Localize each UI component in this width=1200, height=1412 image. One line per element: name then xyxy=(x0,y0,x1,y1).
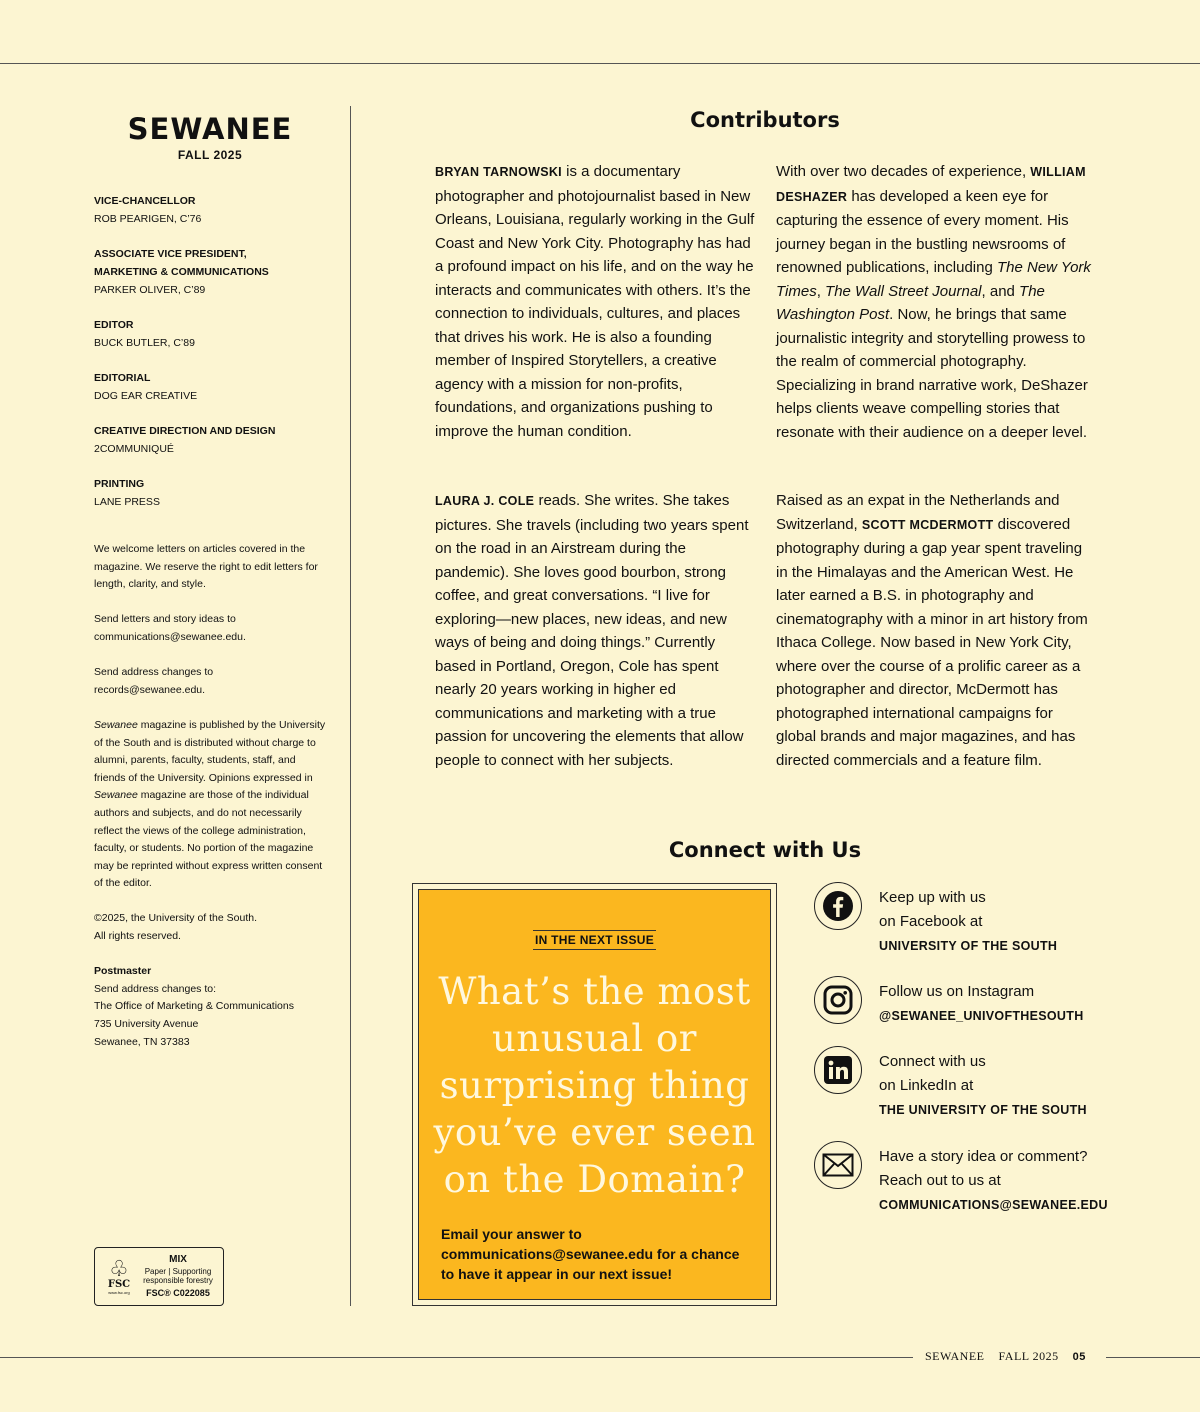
linkedin-icon[interactable] xyxy=(814,1046,862,1094)
credit-editor xyxy=(94,316,334,352)
credit-associate-vp xyxy=(94,245,334,299)
credit-name: ROB PEARIGEN, C’76 xyxy=(94,213,202,225)
next-issue-cta: Email your answer to communications@sewanee.edu for a chance to have it appear in our next issue! xyxy=(441,1226,740,1282)
bio-william-deshazer xyxy=(776,160,1096,444)
social-line: Keep up with us xyxy=(879,889,986,906)
bio-bryan-tarnowski xyxy=(435,160,755,443)
credit-role: PRINTING xyxy=(94,478,145,490)
address-line: 735 University Avenue xyxy=(94,1018,199,1031)
fsc-badge xyxy=(94,1247,224,1306)
fsc-line: Paper | Supporting xyxy=(144,1267,212,1276)
credit-name: DOG EAR CREATIVE xyxy=(94,390,198,402)
publication-title: The New York Times xyxy=(776,259,1091,300)
instagram-icon[interactable] xyxy=(814,976,862,1024)
column-divider xyxy=(350,106,351,1306)
next-issue-panel xyxy=(418,889,771,1300)
social-line: Connect with us xyxy=(879,1053,986,1070)
social-email xyxy=(814,1141,1108,1217)
credit-printing xyxy=(94,475,334,511)
fsc-mix: MIX xyxy=(169,1254,187,1265)
contributor-name: LAURA J. COLE xyxy=(435,494,535,508)
credit-editorial xyxy=(94,369,334,405)
facebook-icon[interactable] xyxy=(814,882,862,930)
next-issue-box xyxy=(412,883,777,1306)
address-line: The Office of Marketing & Communications xyxy=(94,1000,294,1013)
social-facebook xyxy=(814,882,1057,958)
next-issue-label xyxy=(419,930,770,950)
publication-title: The Wall Street Journal xyxy=(825,282,982,300)
postmaster-address xyxy=(94,981,326,1051)
social-line: on LinkedIn at xyxy=(879,1077,974,1094)
publication-text: magazine is published by the University of the South and is distributed without charge to alumni, parents, faculty, students, staff, and friends of the University. Opinions expressed in xyxy=(94,718,326,784)
bio-text: , and xyxy=(981,282,1020,300)
address-line: Sewanee, TN 37383 xyxy=(94,1035,190,1048)
fsc-text xyxy=(138,1255,218,1298)
credit-name: PARKER OLIVER, C’89 xyxy=(94,284,206,296)
publication-name: Sewanee xyxy=(94,789,138,802)
credit-role: CREATIVE DIRECTION AND DESIGN xyxy=(94,425,276,437)
facebook-text xyxy=(879,886,1057,958)
facebook-handle[interactable]: UNIVERSITY OF THE SOUTH xyxy=(879,939,1058,953)
credit-role: EDITOR xyxy=(94,319,134,331)
email-text xyxy=(879,1145,1108,1217)
email-handle[interactable]: COMMUNICATIONS@SEWANEE.EDU xyxy=(879,1198,1108,1212)
postmaster-title: Postmaster xyxy=(94,965,152,978)
masthead-title: SEWANEE xyxy=(127,112,293,146)
bio-text: Raised as an expat in the Netherlands and Switzerland, xyxy=(776,492,1060,533)
social-line: Follow us on Instagram xyxy=(879,983,1035,1000)
credit-name: 2COMMUNIQUÉ xyxy=(94,443,174,455)
top-rule xyxy=(0,63,1200,64)
publication-title: The Washington Post xyxy=(776,282,1045,323)
linkedin-text xyxy=(879,1050,1087,1122)
credit-name: LANE PRESS xyxy=(94,496,160,508)
masthead-notes xyxy=(94,541,326,1051)
footer-rule xyxy=(0,1357,913,1358)
mail-icon[interactable] xyxy=(814,1141,862,1189)
publication-name: Sewanee xyxy=(94,718,138,731)
credit-name: BUCK BUTLER, C’89 xyxy=(94,337,195,349)
folio xyxy=(925,1349,1086,1364)
social-linkedin xyxy=(814,1046,1087,1122)
fsc-line: responsible forestry xyxy=(143,1276,213,1285)
bio-text: has developed a keen eye for capturing the essence of every moment. His journey began in the bustling newsrooms of renowned publications, including xyxy=(776,187,1069,276)
footer-rule xyxy=(1106,1357,1200,1358)
fsc-logo-text: FSC xyxy=(107,1279,131,1290)
contributor-name: SCOTT MCDERMOTT xyxy=(861,517,994,532)
social-instagram xyxy=(814,976,1084,1028)
send-letters-note: Send letters and story ideas to communications@sewanee.edu. xyxy=(94,613,246,643)
credit-creative-direction xyxy=(94,422,334,458)
address-changes-note: Send address changes to records@sewanee.edu. xyxy=(94,666,214,696)
copyright-note xyxy=(94,910,326,945)
linkedin-handle[interactable]: THE UNIVERSITY OF THE SOUTH xyxy=(879,1103,1087,1117)
copyright-line: All rights reserved. xyxy=(94,930,181,943)
next-issue-question: What’s the most unusual or surprising thing you’ve ever seen on the Domain? xyxy=(433,970,756,1201)
next-issue-label-text: IN THE NEXT ISSUE xyxy=(533,930,656,950)
bio-text: is a documentary photographer and photojournalist based in New Orleans, Louisiana, regularly working in the Gulf Coast and New York City. Photography has had a profound impact on his life, and on the way he interacts and communicates with others. It’s the connection to individuals, cultures, and places that drives his work. He is also a founding member of Inspired Storytellers, a creative agency with a mission for non-profits, foundations, and organizations pushing to improve the human condition. xyxy=(435,163,755,440)
social-line: Have a story idea or comment? xyxy=(879,1148,1088,1165)
fsc-url: www.fsc.org xyxy=(108,1290,130,1295)
credit-role: EDITORIAL xyxy=(94,372,151,384)
instagram-text xyxy=(879,980,1084,1028)
fsc-tree-icon: ♧ FSC www.fsc.org xyxy=(107,1256,131,1295)
folio-issue: FALL 2025 xyxy=(998,1349,1059,1363)
bio-laura-cole xyxy=(435,489,755,772)
bio-text: , xyxy=(816,282,826,300)
social-line: on Facebook at xyxy=(879,913,983,930)
address-line: Send address changes to: xyxy=(94,982,217,995)
folio-magazine: SEWANEE xyxy=(925,1349,985,1363)
bio-text: discovered photography during a gap year spent traveling in the Himalayas and the American West. He later earned a B.S. in photography and cinematography with a minor in art history from Ithaca College. Now based in New York City, where over the course of a prolific career as a photographer and director, McDermott has photographed international campaigns for global brands and major magazines, and has directed commercials and a feature film. xyxy=(776,515,1088,769)
publication-note xyxy=(94,717,326,893)
fsc-code: FSC® C022085 xyxy=(146,1288,210,1298)
contributor-name: WILLIAM DESHAZER xyxy=(776,165,1086,204)
bio-scott-mcdermott xyxy=(776,489,1096,772)
social-line: Reach out to us at xyxy=(879,1172,1001,1189)
instagram-handle[interactable]: @SEWANEE_UNIVOFTHESOUTH xyxy=(879,1009,1084,1023)
page-number: 05 xyxy=(1072,1350,1086,1363)
credit-role: VICE-CHANCELLOR xyxy=(94,195,196,207)
masthead xyxy=(94,110,334,1069)
letters-note: We welcome letters on articles covered in the magazine. We reserve the right to edit letters for length, clarity, and style. xyxy=(94,543,318,591)
credit-vice-chancellor xyxy=(94,192,334,228)
copyright-line: ©2025, the University of the South. xyxy=(94,912,257,925)
bio-text: . Now, he brings that same journalistic integrity and storytelling prowess to the realm of commercial photography. Specializing in brand narrative work, DeShazer helps clients weave compelling stories that resonate with their audience on a deeper level. xyxy=(776,306,1088,441)
bio-text: reads. She writes. She takes pictures. She travels (including two years spent on the road in an Airstream during the pandemic). She loves good bourbon, strong coffee, and great conversations. “I live for exploring—new places, new ideas, and new ways of being and doing things.” Currently based in Portland, Oregon, Cole has spent nearly 20 years working in higher ed communications and marketing with a true passion for uncovering the elements that allow people to connect with her subjects. xyxy=(435,492,749,769)
publication-text: magazine are those of the individual authors and subjects, and do not necessarily reflect the views of the college administration, faculty, or students. No portion of the magazine may be reprinted without express written consent of the editor. xyxy=(94,789,323,890)
connect-title: Connect with Us xyxy=(668,838,862,862)
masthead-issue: FALL 2025 xyxy=(177,148,243,162)
contributors-title: Contributors xyxy=(690,108,840,132)
credit-role: ASSOCIATE VICE PRESIDENT, MARKETING & COMMUNICATIONS xyxy=(94,248,269,278)
contributor-name: BRYAN TARNOWSKI xyxy=(435,165,562,179)
bio-text: With over two decades of experience, xyxy=(776,163,1031,180)
